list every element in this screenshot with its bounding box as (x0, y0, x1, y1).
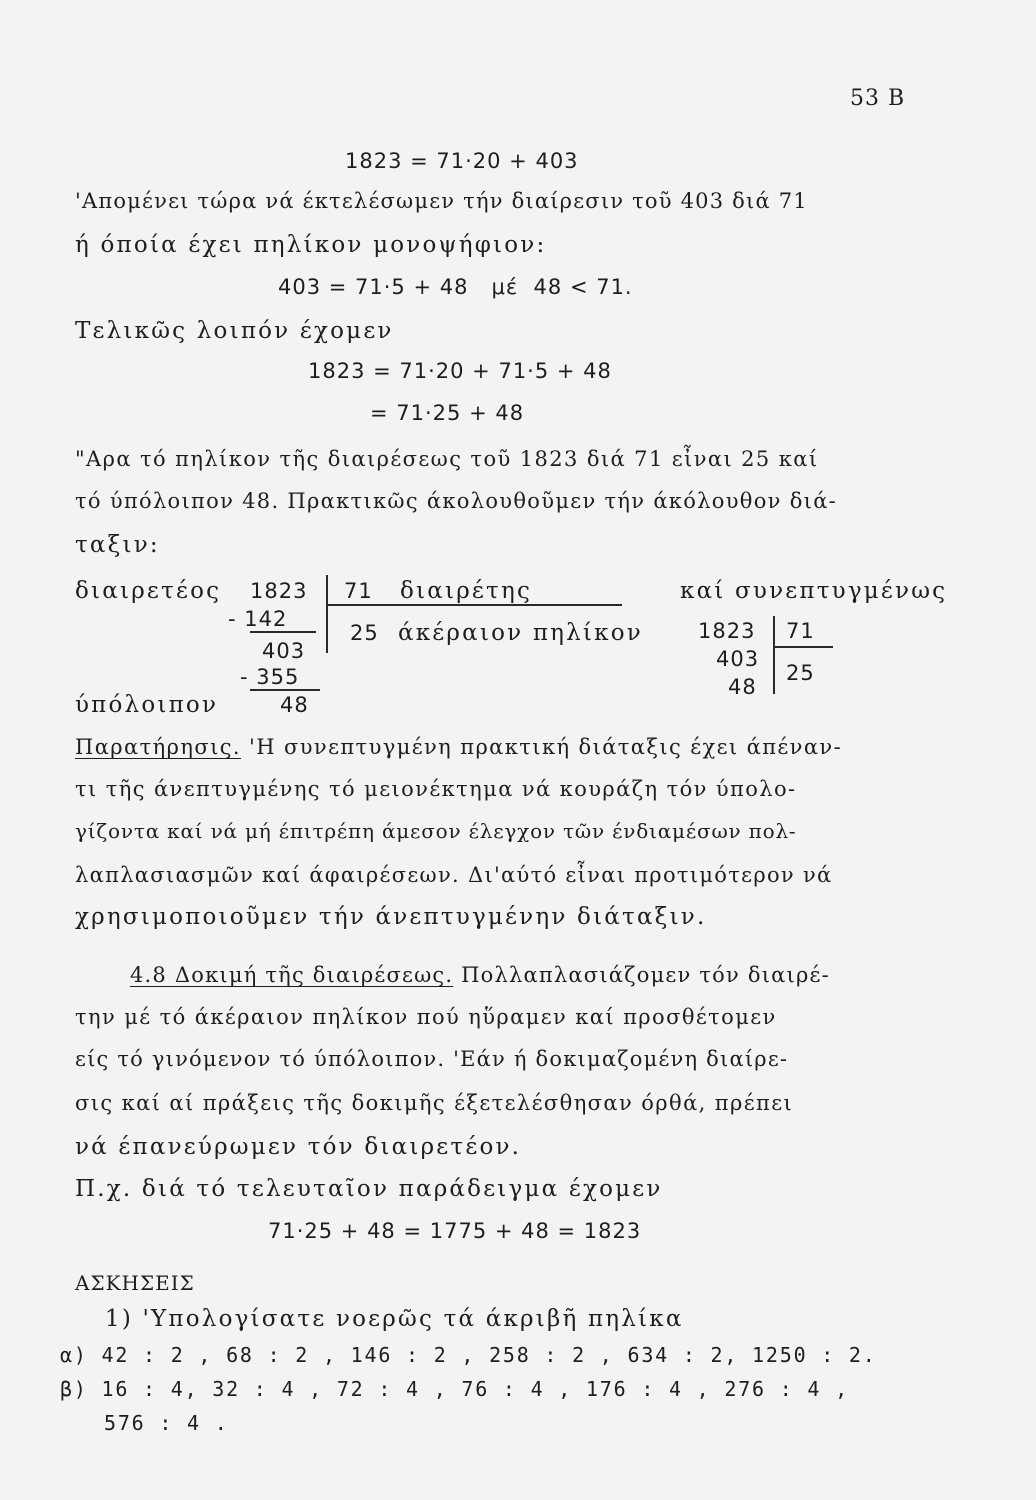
remark-line-2: τι τῆς άνεπτυγμένης τό μειονέκτημα νά κουράζη τόν ύπολο- (75, 777, 797, 801)
division-vertical-rule (326, 575, 328, 653)
exercise-1-a: α) 42 : 2 , 68 : 2 , 146 : 2 , 258 : 2 , 634 : 2, 1250 : 2. (60, 1343, 877, 1367)
remainder: 48 (280, 693, 309, 717)
remark-line-5: χρησιμοποιοῦμεν τήν άνεπτυγμένην διάταξιν. (75, 904, 707, 930)
dividend-label: διαιρετέος (75, 578, 222, 604)
section-line-3: είς τό γινόμενον τό ύπόλοιπον. 'Εάν ή δοκιμαζομένη διαίρε- (75, 1047, 789, 1071)
section-line-6: Π.χ. διά τό τελευταῖον παράδειγμα έχομεν (75, 1176, 663, 1202)
step-1-subtrahend: - 142 (228, 607, 288, 631)
compact-vertical-rule (773, 616, 775, 694)
equation-3: 1823 = 71·20 + 71·5 + 48 (308, 359, 612, 383)
step-2-rule (250, 689, 320, 691)
division-horizontal-rule (326, 604, 622, 606)
remark-line-4: λαπλασιασμῶν καί άφαιρέσεων. Δι'αύτό εἶναι προτιμότερον νά (75, 863, 833, 887)
quotient: 25 (350, 621, 379, 645)
divisor-label: διαιρέτης (400, 578, 533, 604)
page-number: 53 B (850, 86, 906, 111)
compact-divisor: 71 (786, 619, 815, 643)
paragraph-3-line-3: ταξιν: (75, 532, 160, 558)
compact-label: καί συνεπτυγμένως (680, 578, 948, 604)
section-line-1-text: Πολλαπλασιάζομεν τόν διαιρέ- (453, 963, 830, 987)
section-line-4: σις καί αί πράξεις τῆς δοκιμῆς έξετελέσθησαν όρθά, πρέπει (75, 1091, 794, 1115)
step-2-subtrahend: - 355 (240, 665, 300, 689)
paragraph-1-line-2: ή όποία έχει πηλίκον μονοψήφιον: (75, 232, 547, 258)
exercises-title: ΑΣΚΗΣΕΙΣ (75, 1271, 195, 1295)
compact-horizontal-rule (773, 646, 833, 648)
exercise-1-title: 1) 'Υπολογίσατε νοερῶς τά άκριβῆ πηλίκα (105, 1306, 684, 1332)
remainder-label: ύπόλοιπον (75, 692, 219, 718)
compact-remainder-1: 403 (716, 647, 760, 671)
remark-line-1-text: 'Η συνεπτυγμένη πρακτική διάταξις έχει άπέναν- (240, 735, 843, 759)
divisor: 71 (344, 579, 373, 603)
equation-1: 1823 = 71·20 + 403 (345, 149, 579, 173)
section-line-5: νά έπανεύρωμεν τόν διαιρετέον. (75, 1134, 522, 1160)
step-1-rule (250, 631, 316, 633)
exercise-1-b-cont: 576 : 4 . (104, 1411, 229, 1435)
section-line-1 (130, 962, 830, 988)
equation-4: = 71·25 + 48 (370, 401, 525, 425)
equation-2: 403 = 71·5 + 48 μέ 48 < 71. (278, 275, 633, 299)
exercise-1-b: β) 16 : 4, 32 : 4 , 72 : 4 , 76 : 4 , 176 : 4 , 276 : 4 , (60, 1377, 849, 1401)
dividend: 1823 (250, 579, 308, 603)
compact-quotient: 25 (786, 661, 815, 685)
remark-title: Παρατήρησις. (75, 735, 241, 759)
compact-dividend: 1823 (698, 619, 756, 643)
compact-remainder-2: 48 (728, 675, 757, 699)
section-title: 4.8 Δοκιμή τῆς διαιρέσεως. (130, 963, 454, 987)
quotient-label: άκέραιον πηλίκον (398, 620, 643, 646)
paragraph-1-line-1: 'Απομένει τώρα νά έκτελέσωμεν τήν διαίρεσιν τοῦ 403 διά 71 (75, 189, 808, 213)
paragraph-2-line-1: Τελικῶς λοιπόν έχομεν (75, 318, 394, 344)
paragraph-3-line-2: τό ύπόλοιπον 48. Πρακτικῶς άκολουθοῦμεν τήν άκόλουθον διά- (75, 489, 838, 513)
remark-line-1 (75, 734, 842, 760)
paragraph-3-line-1: "Αρα τό πηλίκον τῆς διαιρέσεως τοῦ 1823 διά 71 εἶναι 25 καί (75, 447, 819, 471)
section-line-2: την μέ τό άκέραιον πηλίκον πού ηὕραμεν καί προσθέτομεν (75, 1005, 777, 1029)
remark-line-3: γίζοντα καί νά μή έπιτρέπη άμεσον έλεγχον τῶν ένδιαμέσων πολ- (75, 819, 797, 843)
step-1-remainder: 403 (262, 639, 306, 663)
equation-5: 71·25 + 48 = 1775 + 48 = 1823 (268, 1219, 642, 1243)
